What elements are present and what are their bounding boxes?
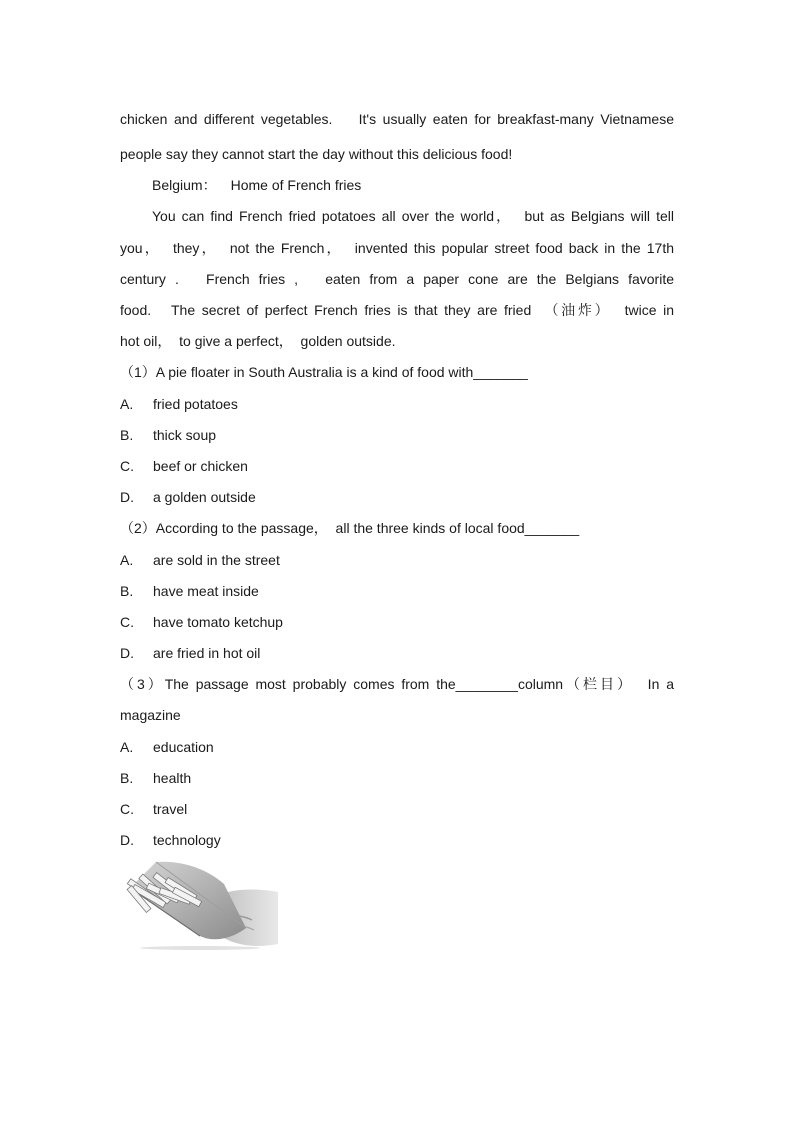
passage-line: people say they cannot start the day without this delicious food! [120,146,513,162]
passage-line: chicken and different vegetables. It's usually eaten for breakfast-many Vietnamese [120,111,674,127]
passage-line: hot oil， to give a perfect， golden outside. [120,333,396,349]
question-stem: （1）A pie floater in South Australia is a kind of food with_______ [120,364,528,380]
option [120,737,214,757]
option [120,768,191,788]
option-letter: A. [120,739,134,755]
option-letter: B. [120,427,134,443]
option-letter: A. [120,552,134,568]
option [120,612,283,632]
option-letter: C. [120,801,134,817]
option-text: are fried in hot oil [153,645,261,661]
option-text: fried potatoes [153,396,238,412]
option-letter: D. [120,489,134,505]
option-text: thick soup [153,427,217,443]
option [120,581,259,601]
option-text: a golden outside [153,489,256,505]
passage-line: century . French fries , eaten from a paper cone are the Belgians favorite [120,271,674,287]
option [120,830,221,850]
option [120,425,216,445]
option-text: technology [153,832,221,848]
option-letter: D. [120,645,134,661]
option-letter: C. [120,614,134,630]
option [120,487,256,507]
option-letter: B. [120,583,134,599]
french-fries-cone-icon [120,858,278,950]
section-heading [152,175,674,195]
question-stem: （2）According to the passage， all the three kinds of local food_______ [120,520,580,536]
option-letter: C. [120,458,134,474]
option-text: travel [153,801,188,817]
option-letter: B. [120,770,134,786]
option-text: beef or chicken [153,458,248,474]
option [120,394,238,414]
option-text: have tomato ketchup [153,614,283,630]
heading-country: Belgium： [152,177,217,193]
option-text: have meat inside [153,583,259,599]
option-text: are sold in the street [153,552,280,568]
option [120,799,187,819]
question-stem: （3）The passage most probably comes from the________column（栏目） In a [120,676,674,692]
option [120,550,280,570]
option [120,643,260,663]
option-letter: D. [120,832,134,848]
option-text: education [153,739,214,755]
passage-line: food. The secret of perfect French fries is that they are fried （油炸） twice in [120,302,674,318]
question-stem-continued: magazine [120,707,181,723]
heading-title: Home of French fries [230,177,362,193]
option-text: health [153,770,192,786]
passage-line: you， they， not the French， invented this popular street food back in the 17th [120,240,674,256]
passage-line: You can find French fried potatoes all over the world， but as Belgians will tell [152,208,674,224]
option [120,456,248,476]
option-letter: A. [120,396,134,412]
